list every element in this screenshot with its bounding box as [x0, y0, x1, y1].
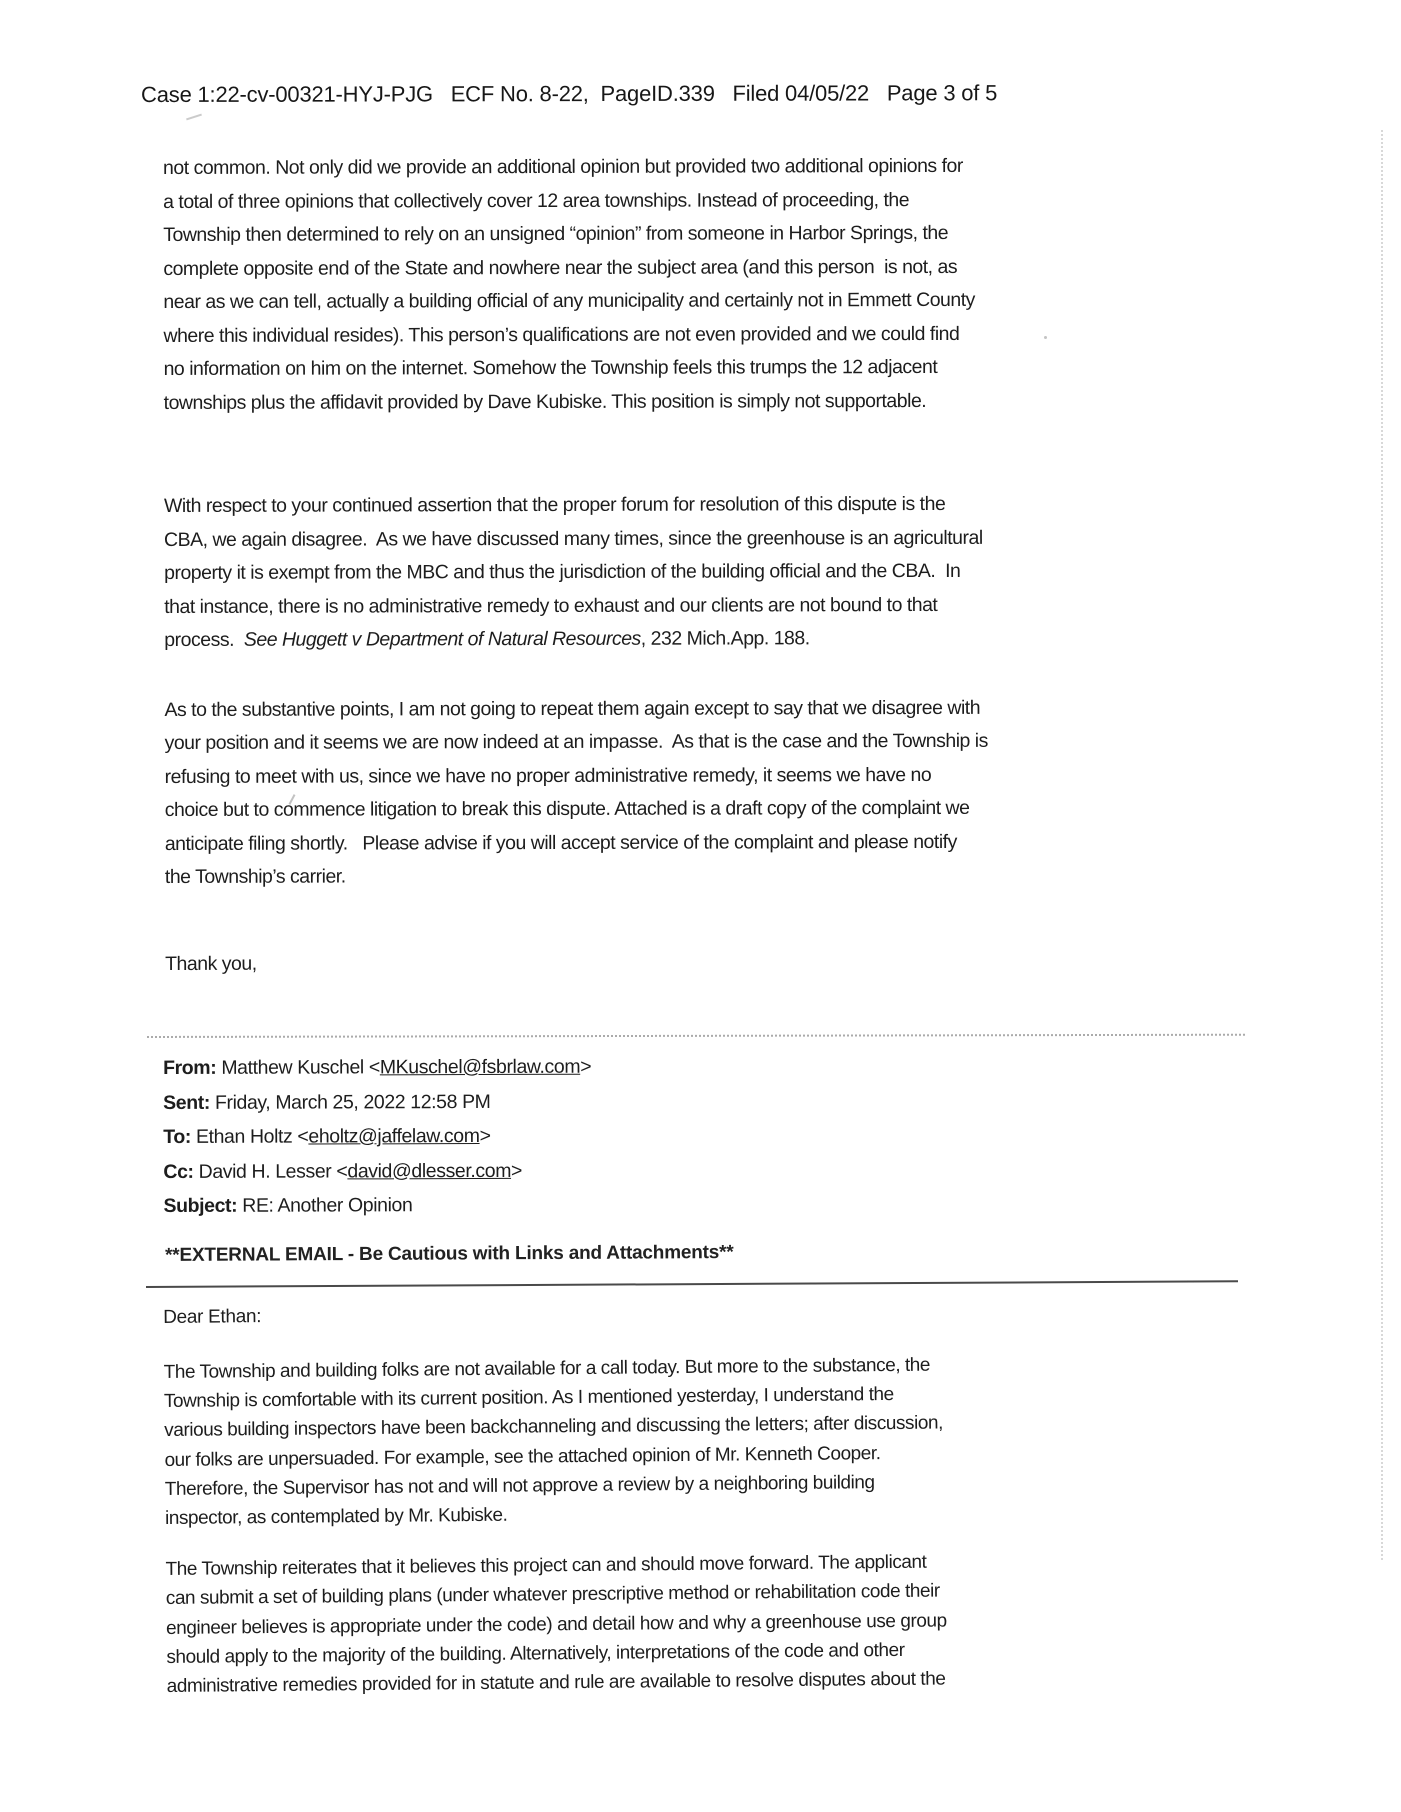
scan-dotted-separator: [147, 1034, 1245, 1038]
citation-line: [164, 621, 1144, 657]
text-line: property it is exempt from the MBC and thus the jurisdiction of the building official and the CBA. In: [164, 559, 961, 584]
text-line: the Township’s carrier.: [164, 865, 346, 888]
from-label: From:: [163, 1056, 217, 1079]
text-line: near as we can tell, actually a building official of any municipality and certainly not in Emmett County: [163, 288, 975, 313]
subject-label: Subject:: [163, 1194, 238, 1217]
email-from-row: [163, 1050, 591, 1086]
text-line: With respect to your continued assertion that the proper forum for resolution of this dispute is the: [163, 492, 946, 517]
text-line: As to the substantive points, I am not going to repeat them again except to say that we disagree with: [164, 696, 981, 721]
citation-post-text: , 232 Mich.App. 188.: [640, 627, 810, 650]
text-line: engineer believes is appropriate under the code) and detail how and why a greenhouse use group: [166, 1610, 947, 1639]
text-line: townships plus the affidavit provided by Dave Kubiske. This position is simply not supportable.: [163, 389, 927, 414]
text-line: our folks are unpersuaded. For example, see the attached opinion of Mr. Kenneth Cooper.: [164, 1442, 881, 1471]
text-line: The Township and building folks are not available for a call today. But more to the substance, the: [163, 1354, 931, 1383]
email-to-row: [163, 1119, 591, 1155]
text-line: CBA, we again disagree. As we have discussed many times, since the greenhouse is an agricultural: [163, 526, 983, 551]
email-sent-row: [163, 1084, 591, 1120]
letter-closing: Thank you,: [165, 952, 257, 975]
text-line: anticipate filing shortly. Please advise if you will accept service of the complaint and please notify: [164, 830, 957, 855]
text-line: not common. Not only did we provide an additional opinion but provided two additional opinions for: [163, 154, 963, 179]
email-paragraph-township-position: [164, 1349, 1146, 1534]
court-header-stamp: Case 1:22-cv-00321-HYJ-PJG ECF No. 8-22, PageID.339 Filed 04/05/22 Page 3 of 5: [141, 80, 998, 107]
text-line: can submit a set of building plans (under whatever prescriptive method or rehabilitation code their: [165, 1580, 940, 1610]
citation-pre-text: process.: [164, 628, 244, 651]
sent-value: Friday, March 25, 2022 12:58 PM: [209, 1090, 491, 1114]
text-line: your position and it seems we are now indeed at an impasse. As that is the case and the Township is: [164, 729, 988, 754]
text-line: inspector, as contemplated by Mr. Kubiske.: [164, 1504, 508, 1530]
from-name: Matthew Kuschel <: [216, 1056, 380, 1079]
email-salutation: Dear Ethan:: [163, 1306, 262, 1328]
scan-artifact-vertical-line: [1381, 130, 1383, 1560]
email-subject-row: [163, 1188, 591, 1224]
letter-paragraph-forum: [164, 487, 1144, 657]
text-line: Township is comfortable with its current position. As I mentioned yesterday, I understand the: [163, 1384, 894, 1413]
subject-value: RE: Another Opinion: [237, 1194, 413, 1217]
cc-label: Cc:: [163, 1160, 194, 1183]
cc-name: David H. Lesser <: [193, 1159, 348, 1183]
text-line: Therefore, the Supervisor has not and will not approve a review by a neighboring building: [164, 1471, 875, 1500]
text-line: various building inspectors have been backchanneling and discussing the letters; after discussion,: [164, 1412, 943, 1442]
letter-paragraph-litigation: [164, 691, 1145, 895]
text-line: complete opposite end of the State and nowhere near the subject area (and this person is not, as: [163, 255, 958, 280]
email-paragraph-project-forward: [165, 1546, 1146, 1701]
scan-artifact-mark: [186, 114, 202, 121]
text-line: should apply to the majority of the building. Alternatively, interpretations of the code and other: [166, 1639, 905, 1668]
to-email-link: eholtz@jaffelaw.com: [308, 1125, 480, 1148]
quoted-email-header: [163, 1050, 592, 1224]
text-line: that instance, there is no administrative remedy to exhaust and our clients are not bound to that: [164, 593, 938, 618]
text-line: choice but to commence litigation to break this dispute. Attached is a draft copy of the complaint we: [164, 796, 970, 821]
text-line: a total of three opinions that collectively cover 12 area townships. Instead of proceeding, the: [163, 188, 910, 213]
text-line: administrative remedies provided for in statute and rule are available to resolve disputes about the: [166, 1668, 946, 1698]
email-cc-row: [163, 1153, 591, 1189]
letter-paragraph-opinions: [163, 149, 1144, 420]
to-name: Ethan Holtz <: [190, 1125, 309, 1148]
text-line: The Township reiterates that it believes this project can and should move forward. The applicant: [165, 1551, 927, 1581]
letter-paragraph-forum-lines: [164, 487, 1144, 624]
to-suffix: >: [479, 1124, 491, 1148]
from-email-link: MKuschel@fsbrlaw.com: [379, 1055, 581, 1079]
text-line: where this individual resides). This person’s qualifications are not even provided and we could find: [163, 322, 960, 347]
external-email-banner: **EXTERNAL EMAIL - Be Cautious with Links and Attachments**: [165, 1242, 734, 1266]
cc-suffix: >: [510, 1159, 523, 1182]
text-line: refusing to meet with us, since we have no proper administrative remedy, it seems we have no: [164, 763, 932, 788]
sent-label: Sent:: [163, 1091, 210, 1114]
reply-letter-body: [163, 149, 1145, 981]
banner-underline: [146, 1280, 1238, 1288]
to-label: To:: [163, 1125, 191, 1148]
from-suffix: >: [580, 1055, 592, 1078]
case-citation: See Huggett v Department of Natural Resources: [243, 627, 641, 651]
text-line: no information on him on the internet. Somehow the Township feels this trumps the 12 adjacent: [163, 355, 938, 380]
quoted-email-body: [163, 1294, 1147, 1702]
text-line: Township then determined to rely on an unsigned “opinion” from someone in Harbor Springs, the: [163, 221, 949, 246]
cc-email-link: david@dlesser.com: [347, 1159, 512, 1182]
